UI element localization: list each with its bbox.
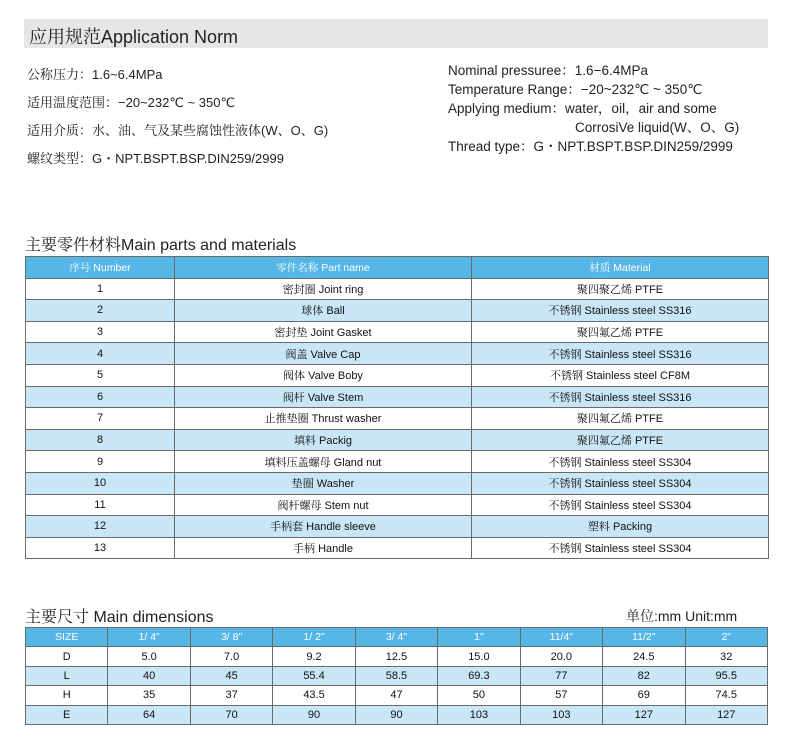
parts-cell-material: 不锈钢 Stainless steel SS304 — [472, 472, 769, 494]
dimensions-cell: 50 — [438, 686, 520, 705]
parts-cell-material: 不锈钢 Stainless steel SS304 — [472, 494, 769, 516]
parts-cell-part-name: 止推垫圈 Thrust washer — [175, 408, 472, 430]
parts-cell-number: 4 — [26, 343, 175, 365]
parts-header-material: 材质 Material — [472, 257, 769, 279]
parts-section-title: 主要零件材料Main parts and materials — [25, 237, 297, 254]
dimensions-cell: 69 — [603, 686, 685, 705]
dimensions-header-cell: 3/ 4" — [355, 628, 437, 647]
dimensions-cell: 127 — [685, 705, 768, 724]
parts-cell-part-name: 密封圈 Joint ring — [175, 278, 472, 300]
dimensions-cell: 47 — [355, 686, 437, 705]
spec-en-pressure: Nominal pressuree：1.6−6.4MPa — [448, 63, 648, 78]
parts-header-number: 序号 Number — [26, 257, 175, 279]
table-row — [26, 278, 769, 300]
table-row — [26, 364, 769, 386]
dimensions-row-label: E — [26, 705, 108, 724]
dimensions-cell: 69.3 — [438, 666, 520, 685]
parts-cell-part-name: 填料 Packig — [175, 429, 472, 451]
dimensions-cell: 58.5 — [355, 666, 437, 685]
table-row — [26, 451, 769, 473]
parts-cell-part-name: 手柄套 Handle sleeve — [175, 516, 472, 538]
dimensions-header-row — [26, 628, 768, 647]
parts-cell-material: 不锈钢 Stainless steel SS316 — [472, 343, 769, 365]
dimensions-header-cell: 1/ 2" — [273, 628, 355, 647]
dimensions-cell: 55.4 — [273, 666, 355, 685]
dimensions-header-cell: 11/4" — [520, 628, 602, 647]
parts-cell-part-name: 密封垫 Joint Gasket — [175, 321, 472, 343]
dimensions-cell: 20.0 — [520, 647, 602, 666]
parts-cell-material: 不锈钢 Stainless steel SS304 — [472, 451, 769, 473]
dimensions-unit: 单位:mm Unit:mm — [626, 608, 738, 624]
dimensions-cell: 5.0 — [108, 647, 190, 666]
dimensions-header-cell: 3/ 8" — [190, 628, 272, 647]
dimensions-cell: 37 — [190, 686, 272, 705]
spec-cn-temperature: 适用温度范围：−20~232℃ ~ 350℃ — [27, 95, 236, 110]
specs-english — [448, 63, 739, 158]
spec-cn-medium: 适用介质：水、油、气及某些腐蚀性液体(W、O、G) — [27, 123, 329, 138]
parts-cell-number: 10 — [26, 472, 175, 494]
spec-cn-pressure: 公称压力：1.6~6.4MPa — [27, 67, 163, 82]
dimensions-header-cell: 1" — [438, 628, 520, 647]
table-row — [26, 429, 769, 451]
dimensions-header-cell: SIZE — [26, 628, 108, 647]
dimensions-row-label: D — [26, 647, 108, 666]
parts-cell-part-name: 球体 Ball — [175, 300, 472, 322]
spec-cn-thread: 螺纹类型：G・NPT.BSPT.BSP.DIN259/2999 — [27, 151, 284, 166]
dimensions-header-cell: 1/ 4" — [108, 628, 190, 647]
table-row — [26, 666, 768, 685]
parts-cell-number: 6 — [26, 386, 175, 408]
table-row — [26, 647, 768, 666]
dimensions-cell: 32 — [685, 647, 768, 666]
title-bar — [24, 19, 768, 48]
parts-cell-part-name: 阀杆螺母 Stem nut — [175, 494, 472, 516]
parts-cell-material: 聚四氟乙烯 PTFE — [472, 408, 769, 430]
parts-cell-material: 塑料 Packing — [472, 516, 769, 538]
parts-cell-number: 5 — [26, 364, 175, 386]
parts-cell-number: 1 — [26, 278, 175, 300]
table-row — [26, 472, 769, 494]
dimensions-cell: 82 — [603, 666, 685, 685]
parts-cell-number: 13 — [26, 537, 175, 559]
parts-cell-material: 聚四氟乙烯 PTFE — [472, 429, 769, 451]
parts-cell-part-name: 阀盖 Valve Cap — [175, 343, 472, 365]
parts-cell-material: 不锈钢 Stainless steel CF8M — [472, 364, 769, 386]
parts-cell-part-name: 手柄 Handle — [175, 537, 472, 559]
dimensions-table — [25, 627, 768, 725]
dimensions-cell: 45 — [190, 666, 272, 685]
parts-header-name: 零件名称 Part name — [175, 257, 472, 279]
parts-cell-number: 8 — [26, 429, 175, 451]
parts-cell-part-name: 填料压盖螺母 Gland nut — [175, 451, 472, 473]
parts-table — [25, 256, 769, 559]
table-row — [26, 321, 769, 343]
dimensions-cell: 103 — [438, 705, 520, 724]
parts-cell-number: 7 — [26, 408, 175, 430]
specs-chinese — [27, 67, 328, 179]
dimensions-cell: 43.5 — [273, 686, 355, 705]
table-row — [26, 408, 769, 430]
dimensions-cell: 70 — [190, 705, 272, 724]
table-row — [26, 494, 769, 516]
dimensions-cell: 57 — [520, 686, 602, 705]
dimensions-cell: 74.5 — [685, 686, 768, 705]
dimensions-cell: 35 — [108, 686, 190, 705]
parts-cell-number: 3 — [26, 321, 175, 343]
dimensions-row-label: L — [26, 666, 108, 685]
table-row — [26, 686, 768, 705]
dimensions-cell: 103 — [520, 705, 602, 724]
parts-header-row — [26, 257, 769, 279]
dimensions-cell: 64 — [108, 705, 190, 724]
table-row — [26, 386, 769, 408]
page-title: 应用规范Application Norm — [29, 27, 239, 47]
dimensions-cell: 9.2 — [273, 647, 355, 666]
spec-en-medium-line2: CorrosiVe liquid(W、O、G) — [575, 120, 740, 135]
parts-cell-number: 11 — [26, 494, 175, 516]
dimensions-cell: 24.5 — [603, 647, 685, 666]
table-row — [26, 705, 768, 724]
dimensions-row-label: H — [26, 686, 108, 705]
parts-cell-material: 不锈钢 Stainless steel SS316 — [472, 300, 769, 322]
table-row — [26, 537, 769, 559]
dimensions-header-cell: 11/2" — [603, 628, 685, 647]
parts-cell-part-name: 阀杆 Valve Stem — [175, 386, 472, 408]
dimensions-cell: 90 — [273, 705, 355, 724]
table-row — [26, 300, 769, 322]
dimensions-section-title: 主要尺寸 Main dimensions — [25, 609, 214, 626]
parts-cell-number: 12 — [26, 516, 175, 538]
spec-en-thread: Thread type：G・NPT.BSPT.BSP.DIN259/2999 — [448, 139, 733, 154]
parts-cell-part-name: 垫圈 Washer — [175, 472, 472, 494]
dimensions-cell: 15.0 — [438, 647, 520, 666]
parts-cell-material: 不锈钢 Stainless steel SS304 — [472, 537, 769, 559]
parts-cell-number: 2 — [26, 300, 175, 322]
dimensions-cell: 77 — [520, 666, 602, 685]
parts-cell-material: 聚四聚乙烯 PTFE — [472, 278, 769, 300]
dimensions-cell: 7.0 — [190, 647, 272, 666]
dimensions-cell: 127 — [603, 705, 685, 724]
dimensions-cell: 90 — [355, 705, 437, 724]
dimensions-cell: 12.5 — [355, 647, 437, 666]
table-row — [26, 516, 769, 538]
parts-cell-part-name: 阀体 Valve Boby — [175, 364, 472, 386]
table-row — [26, 343, 769, 365]
parts-cell-material: 聚四氟乙烯 PTFE — [472, 321, 769, 343]
parts-cell-number: 9 — [26, 451, 175, 473]
dimensions-header-cell: 2" — [685, 628, 768, 647]
dimensions-cell: 95.5 — [685, 666, 768, 685]
spec-en-temperature: Temperature Range：−20~232℃ ~ 350℃ — [448, 82, 703, 97]
parts-cell-material: 不锈钢 Stainless steel SS316 — [472, 386, 769, 408]
dimensions-cell: 40 — [108, 666, 190, 685]
spec-en-medium-line1: Applying medium：water，oil，air and some — [448, 101, 717, 116]
